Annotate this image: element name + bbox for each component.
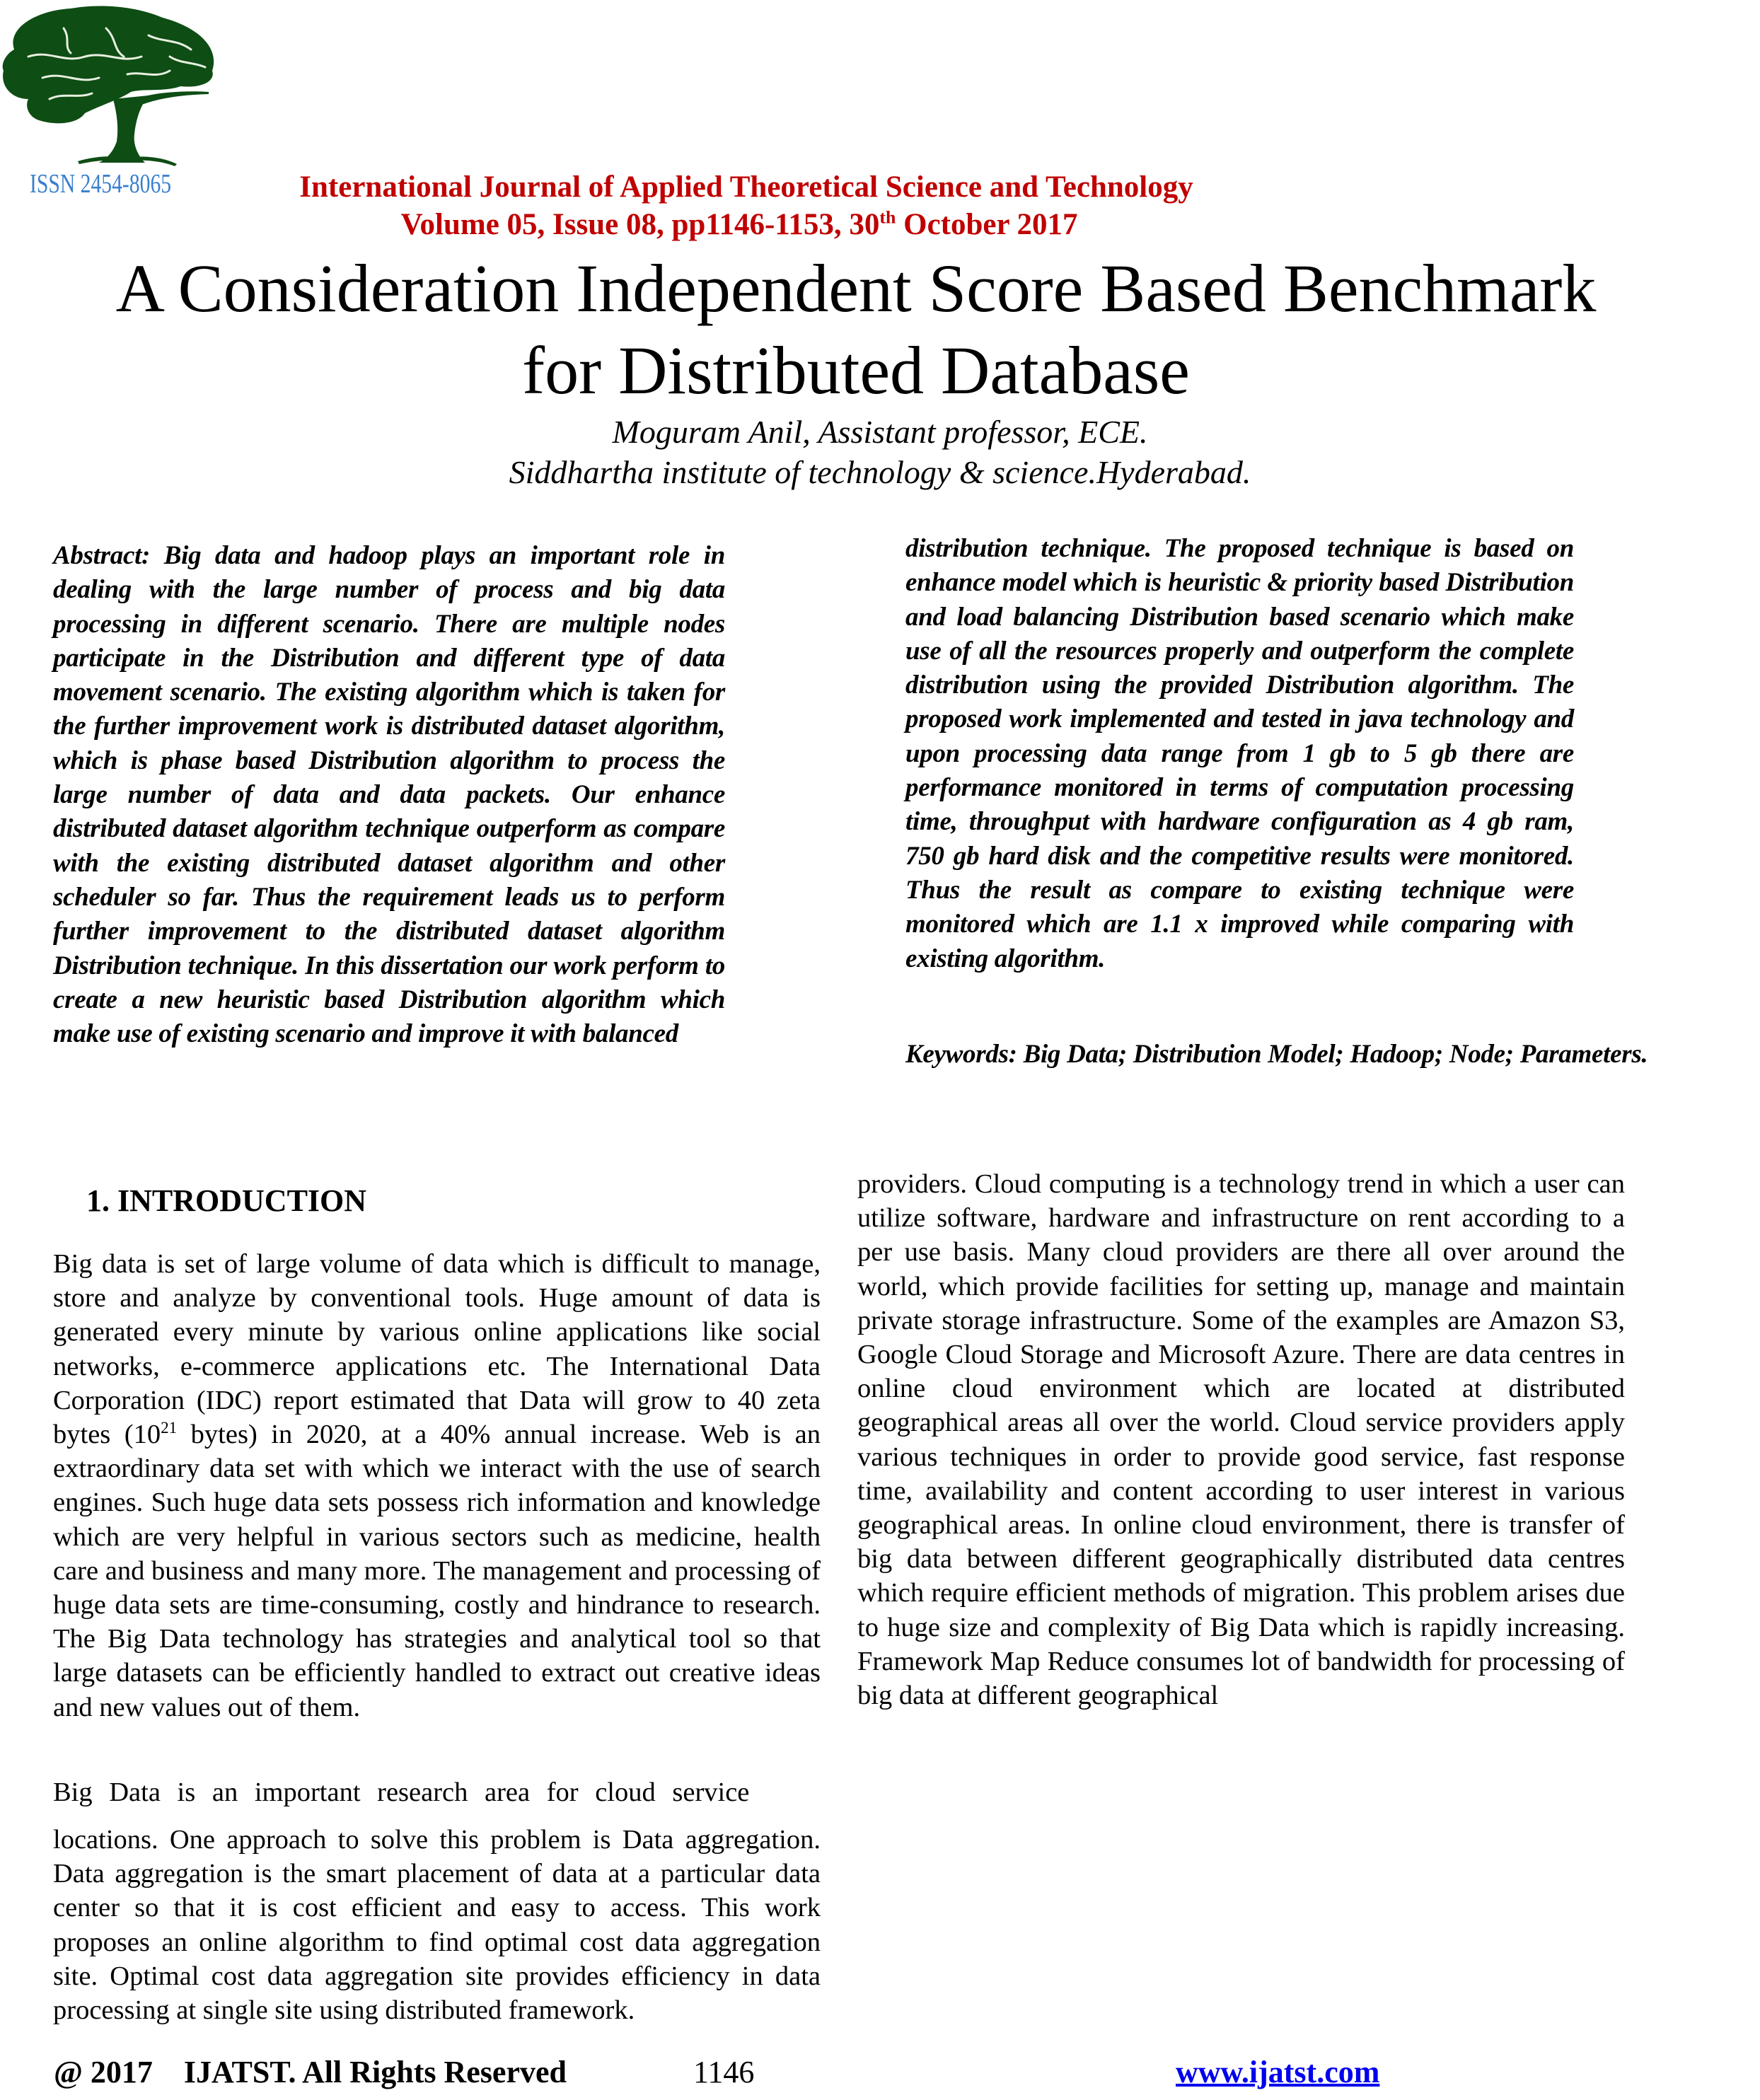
- issue-text: Volume 05, Issue 08, pp1146-1153, 30: [400, 208, 880, 241]
- paper-title-line-1: A Consideration Independent Score Based Benchmark: [115, 250, 1597, 326]
- journal-website-link[interactable]: www.ijatst.com: [1176, 2055, 1380, 2089]
- affiliation-line: Siddhartha institute of technology & science.Hyderabad.: [509, 454, 1251, 490]
- intro-paragraph-2: Big Data is an important research area for cloud service: [53, 1777, 750, 1807]
- intro-right-column-paragraph: providers. Cloud computing is a technology trend in which a user can utilize software, hardware and infrastructure on rent according to a per use basis. Many cloud providers are there all over around the world, which provide facilities for setting up, manage and maintain private storage infrastructure. Some of the examples are Amazon S3, Google Cloud Storage and Microsoft Azure. There are data centres in online cloud environment which are located at distributed geographical areas all over the world. Cloud service providers apply various techniques in order to provide good service, fast response time, availability and content according to user interest in various geographical areas. In online cloud environment, there is transfer of big data between different geographically distributed data centres which require efficient methods of migration. This problem arises due to huge size and complexity of Big Data which is rapidly increasing. Framework Map Reduce consumes lot of bandwidth for processing of big data at different geographical: [857, 1169, 1625, 1711]
- abstract-right-column: distribution technique. The proposed technique is based on enhance model which is heuristic & priority based Distribution and load balancing Distribution based scenario which make use of all the resources properly and outperform the complete distribution using the provided Distribution algorithm. The proposed work implemented and tested in java technology and upon processing data range from 1 gb to 5 gb there are performance monitored in terms of computation processing time, throughput with hardware configuration as 4 gb ram, 750 gb hard disk and the competitive results were monitored. Thus the result as compare to existing technique were monitored which are 1.1 x improved while comparing with existing algorithm.: [905, 534, 1574, 973]
- journal-name: International Journal of Applied Theoretical Science and Technology: [299, 170, 1193, 204]
- keywords: Keywords: Big Data; Distribution Model; Hadoop; Node; Parameters.: [905, 1040, 1648, 1069]
- abstract-left-column: Abstract: Big data and hadoop plays an important role in dealing with the large number of process and big data processing in different scenario. There are multiple nodes participate in the Distribution and different type of data movement scenario. The existing algorithm which is taken for the further improvement work is distributed dataset algorithm, which is phase based Distribution algorithm to process the large number of data and data packets. Our enhance distributed dataset algorithm technique outperform as compare with the existing distributed dataset algorithm and other scheduler so far. Thus the requirement leads us to perform further improvement to the distributed dataset algorithm Distribution technique. In this dissertation our work perform to create a new heuristic based Distribution algorithm which make use of existing scenario and improve it with balanced: [53, 541, 725, 1049]
- section-heading-introduction: 1. INTRODUCTION: [86, 1183, 367, 1218]
- journal-issue: [138, 207, 1341, 242]
- footer-copyright: @ 2017 IJATST. All Rights Reserved: [54, 2055, 567, 2089]
- intro-p1-text-a: Big data is set of large volume of data which is difficult to manage, store and analyze by conventional tools. Huge amount of data is generated every minute by various online applications like social networks, e-commerce applications etc. The International Data Corporation (IDC) report estimated that Data will grow to 40 zeta bytes (10: [53, 1249, 821, 1450]
- issue-date-suffix: th: [879, 207, 896, 228]
- tree-brain-icon: [0, 0, 233, 177]
- exponent: 21: [161, 1418, 178, 1437]
- paper-title-line-2: for Distributed Database: [522, 332, 1190, 408]
- intro-paragraph-1: [53, 1247, 821, 1724]
- intro-p1-text-b: bytes) in 2020, at a 40% annual increase. Web is an extraordinary data set with which we interact with the use of search engines. Such huge data sets possess rich information and knowledge which are very helpful in various sectors such as medicine, health care and business and many more. The management and processing of huge data sets are time-consuming, costly and hindrance to research. The Big Data technology has strategies and analytical tool so that large datasets can be efficiently handled to extract out creative ideas and new values out of them.: [53, 1420, 821, 1722]
- author-line: Moguram Anil, Assistant professor, ECE.: [612, 414, 1148, 450]
- issue-month-year: October 2017: [896, 208, 1078, 241]
- intro-paragraph-3: locations. One approach to solve this problem is Data aggregation. Data aggregation is the smart placement of data at a particular data center so that it is cost efficient and easy to access. This work proposes an online algorithm to find optimal cost data aggregation site. Optimal cost data aggregation site provides efficiency in data processing at single site using distributed framework.: [53, 1825, 821, 2026]
- issn-label: ISSN 2454-8065: [30, 169, 172, 199]
- page-number: 1146: [693, 2055, 755, 2089]
